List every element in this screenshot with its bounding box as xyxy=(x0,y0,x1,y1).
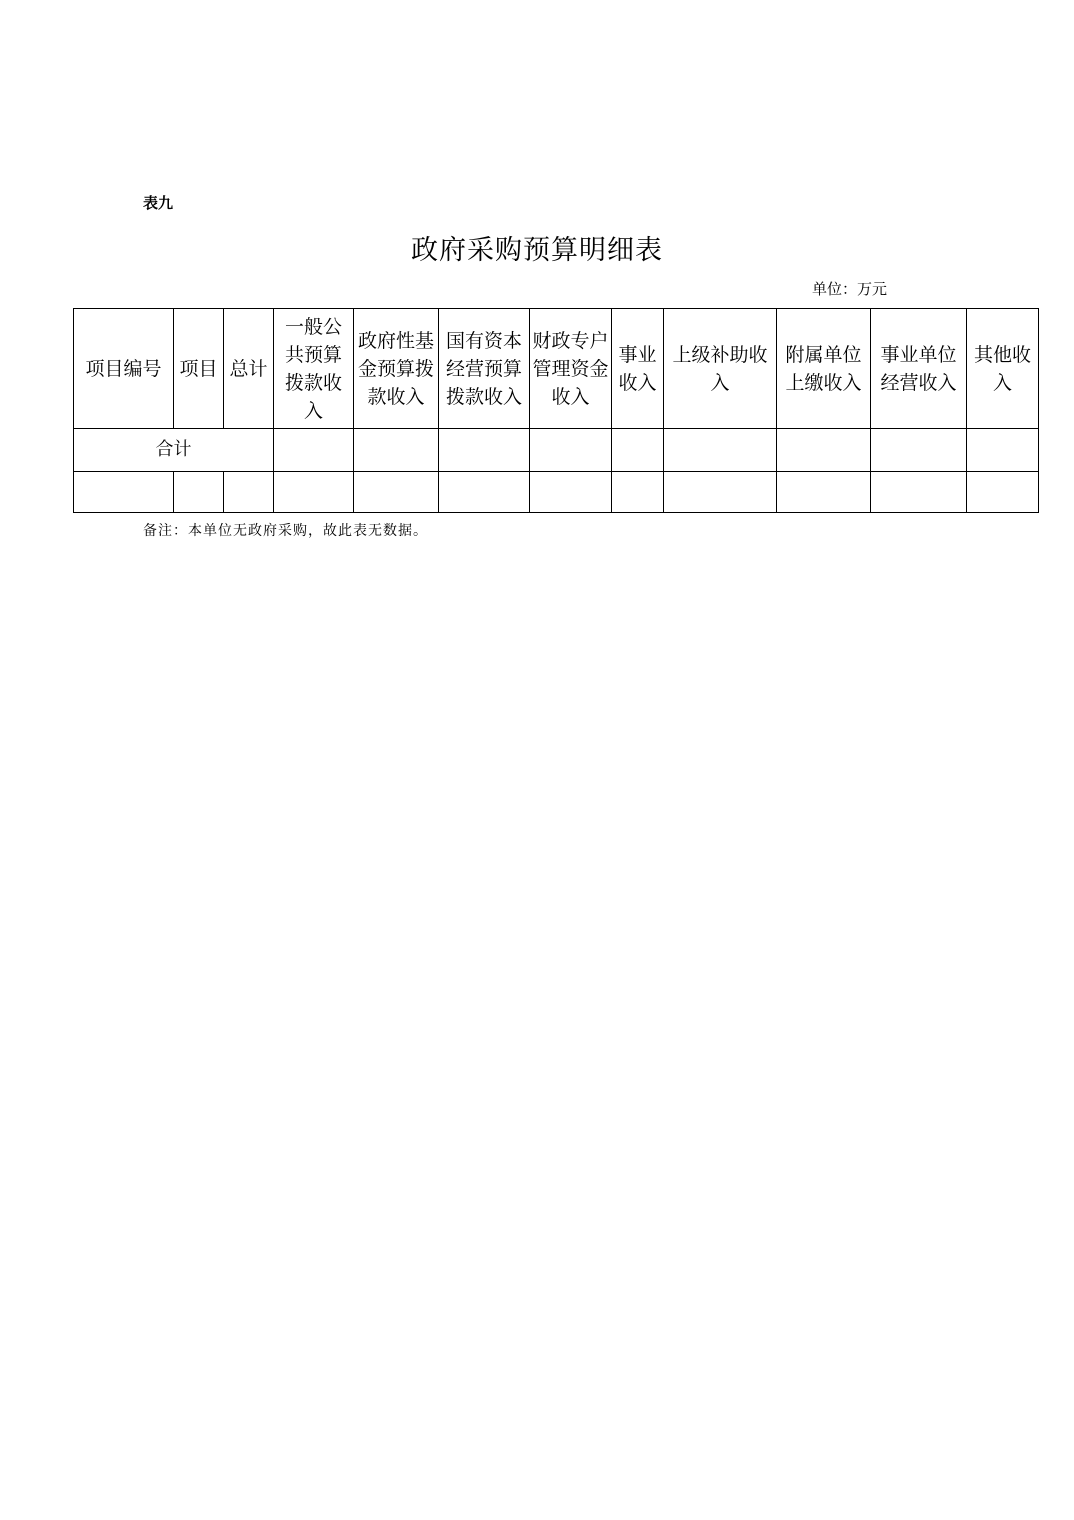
header-cell: 项目 xyxy=(174,309,224,429)
table-cell xyxy=(967,472,1039,513)
table-cell xyxy=(530,429,612,472)
table-cell xyxy=(354,472,439,513)
table-cell xyxy=(274,472,354,513)
table-row xyxy=(74,472,1039,513)
page-title: 政府采购预算明细表 xyxy=(411,235,663,266)
header-cell: 事业收入 xyxy=(612,309,664,429)
table-cell xyxy=(967,429,1039,472)
total-label: 合计 xyxy=(74,429,274,472)
table-cell xyxy=(74,472,174,513)
table-cell xyxy=(777,429,871,472)
table-cell xyxy=(612,472,664,513)
table-cell xyxy=(871,472,967,513)
header-cell: 上级补助收入 xyxy=(664,309,777,429)
table-cell xyxy=(530,472,612,513)
table-cell xyxy=(174,472,224,513)
unit-label: 单位：万元 xyxy=(812,280,888,298)
table-cell xyxy=(871,429,967,472)
header-cell: 一般公共预算拨款收入 xyxy=(274,309,354,429)
header-cell: 财政专户管理资金收入 xyxy=(530,309,612,429)
table-cell xyxy=(354,429,439,472)
table-cell xyxy=(664,429,777,472)
table-cell xyxy=(224,472,274,513)
budget-table xyxy=(73,308,1039,513)
header-cell: 总计 xyxy=(224,309,274,429)
header-cell: 附属单位上缴收入 xyxy=(777,309,871,429)
header-cell: 事业单位经营收入 xyxy=(871,309,967,429)
header-cell: 国有资本经营预算拨款收入 xyxy=(439,309,530,429)
table-number: 表九 xyxy=(143,194,174,212)
header-cell: 政府性基金预算拨款收入 xyxy=(354,309,439,429)
table-cell xyxy=(612,429,664,472)
table-cell xyxy=(777,472,871,513)
table-cell xyxy=(274,429,354,472)
table-cell xyxy=(439,429,530,472)
total-row xyxy=(74,429,1039,472)
table-cell xyxy=(664,472,777,513)
remark-note: 备注：本单位无政府采购，故此表无数据。 xyxy=(143,523,428,539)
table-cell xyxy=(439,472,530,513)
header-row xyxy=(74,309,1039,429)
header-cell: 项目编号 xyxy=(74,309,174,429)
header-cell: 其他收入 xyxy=(967,309,1039,429)
